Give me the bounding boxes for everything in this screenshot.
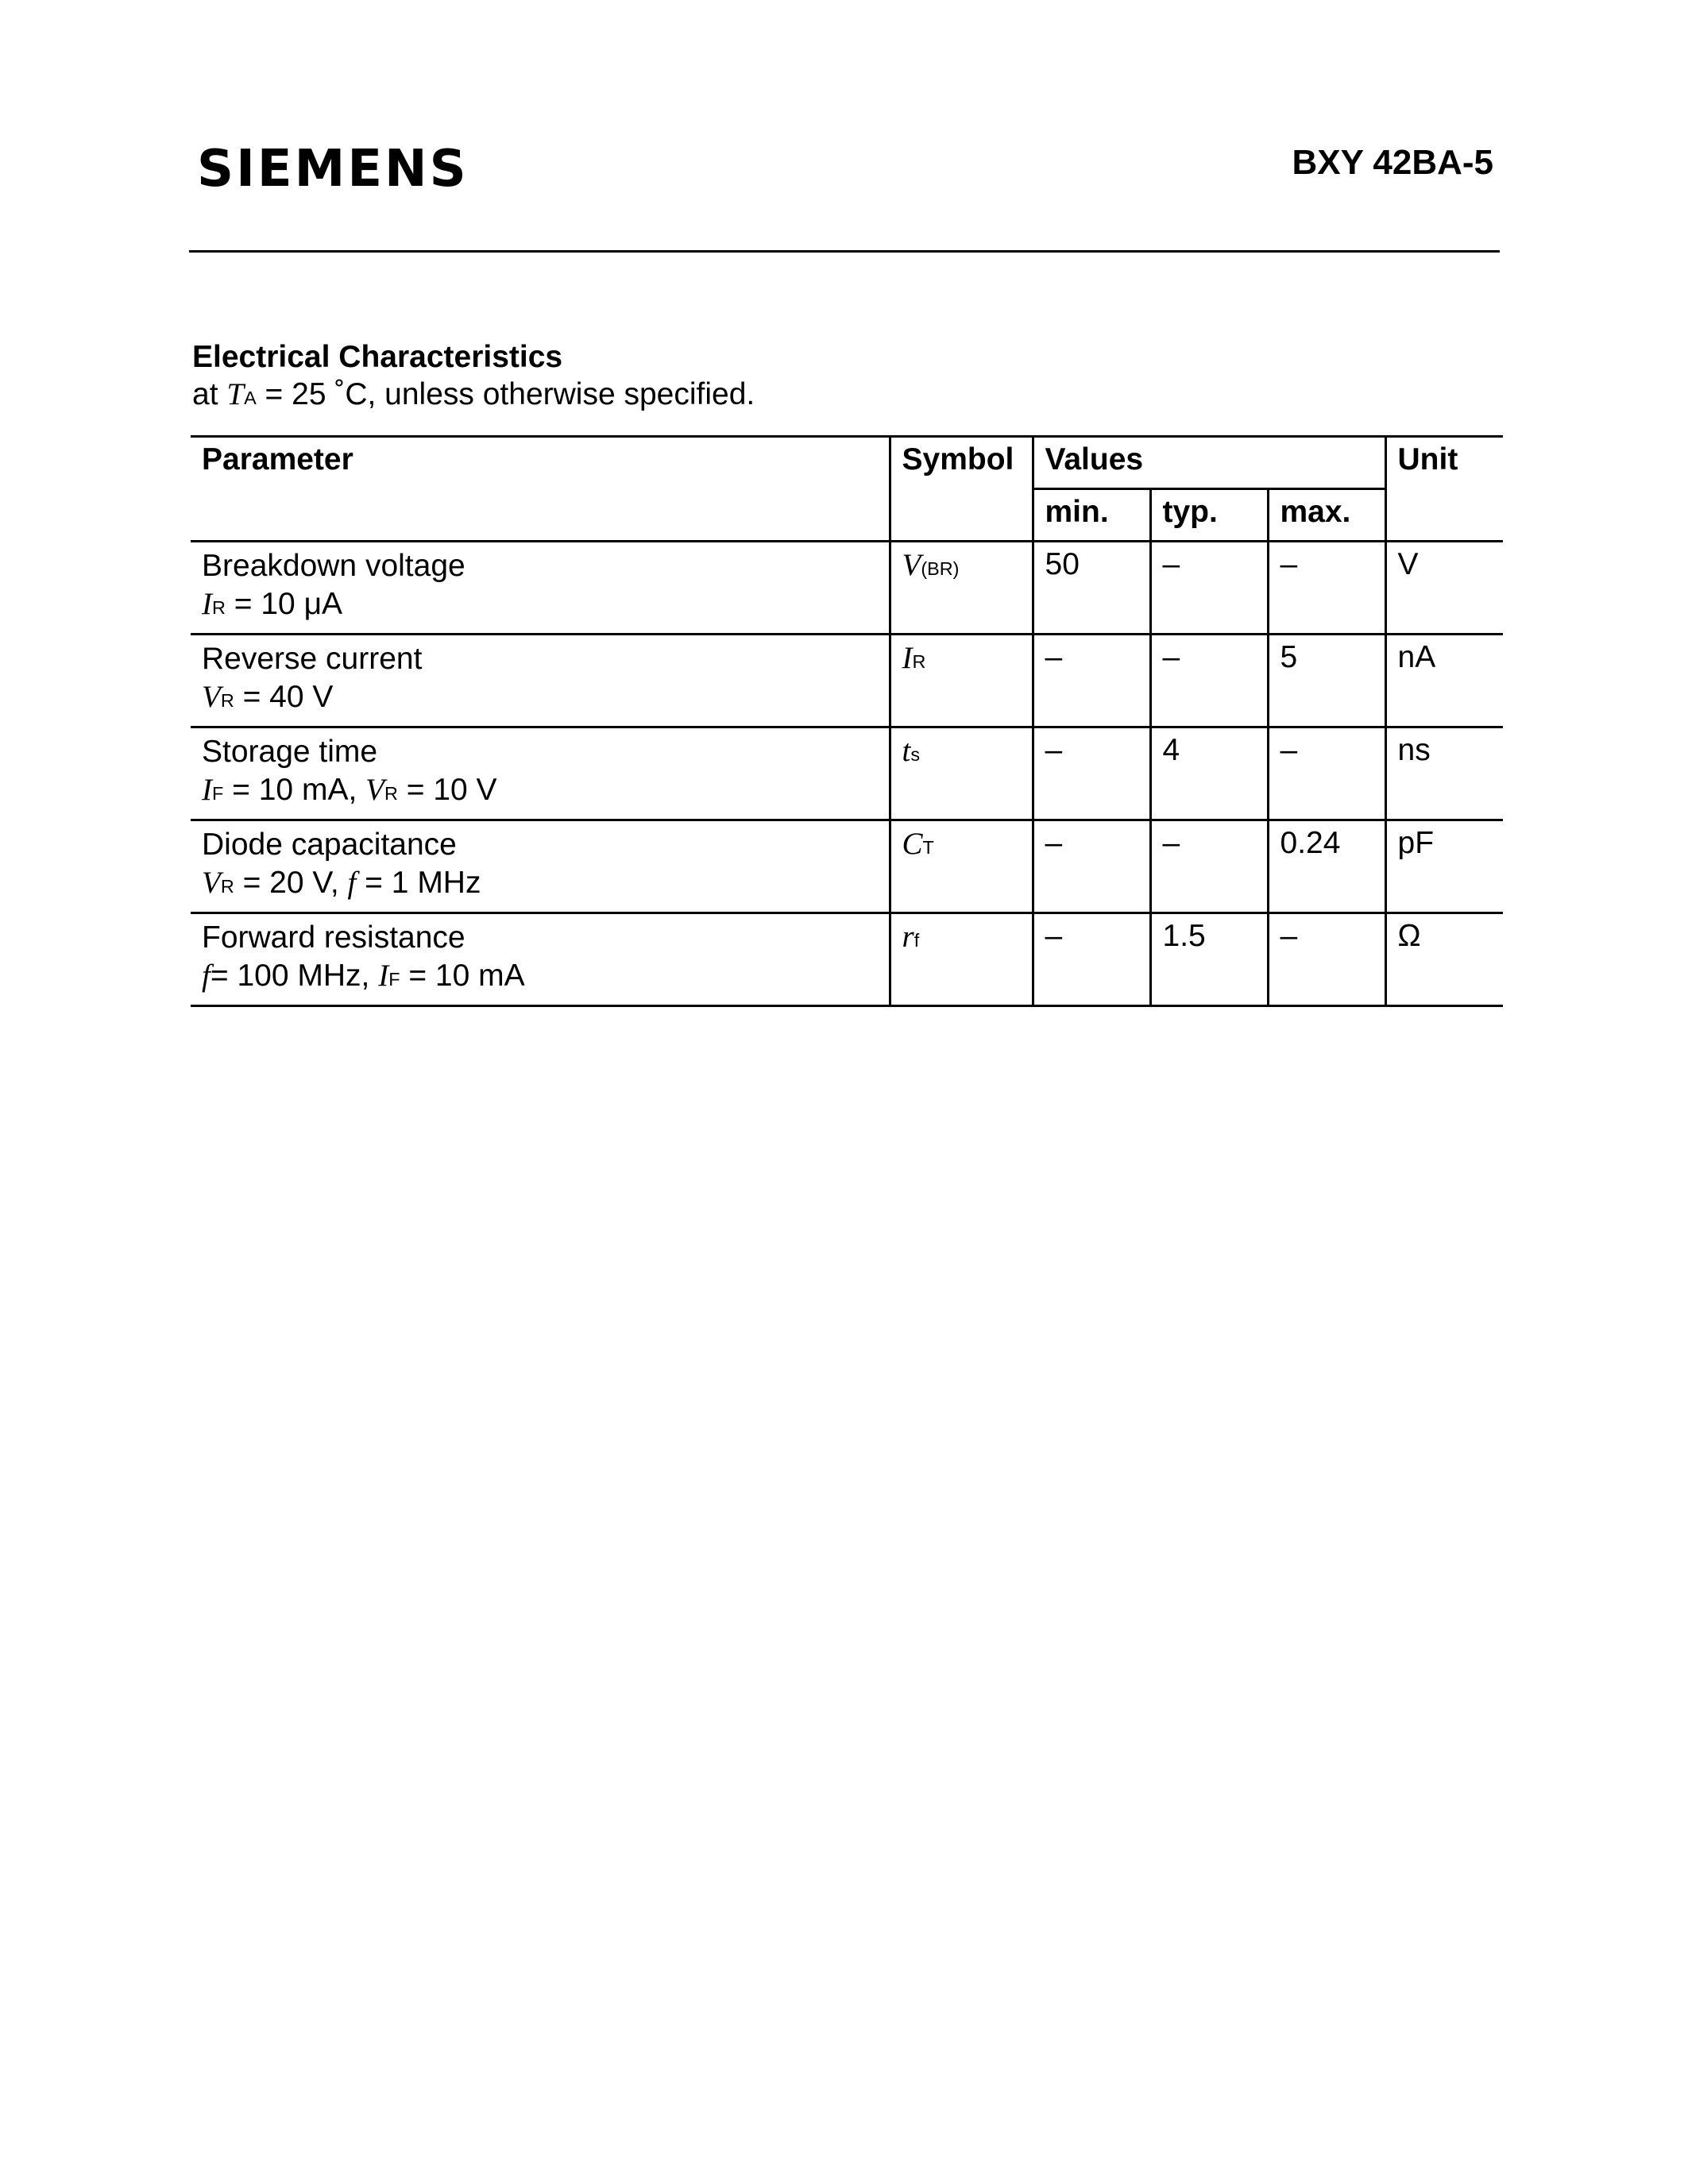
cond-temp-sub: A [244, 388, 257, 408]
symbol-var: C [902, 827, 923, 861]
table-row [191, 635, 1503, 727]
cond-sub: R [384, 783, 398, 804]
param-condition [202, 585, 878, 627]
header-max: max. [1268, 489, 1385, 542]
typ-cell: – [1150, 635, 1268, 727]
cond-sub: F [212, 783, 224, 804]
param-name: Breakdown voltage [202, 549, 465, 583]
table-row [191, 542, 1503, 635]
cond-text: = 10 mA [400, 959, 525, 993]
min-cell: – [1033, 820, 1150, 913]
cond-text: = 10 μA [225, 587, 343, 621]
cond-text: = 10 V [397, 773, 497, 807]
unit-cell: V [1385, 542, 1503, 635]
param-cell [191, 820, 890, 913]
header-symbol: Symbol [890, 437, 1033, 542]
cond-var: V [202, 866, 221, 900]
cond-temp-var: T [226, 377, 245, 411]
unit-cell: pF [1385, 820, 1503, 913]
max-cell: – [1268, 542, 1385, 635]
param-condition [202, 771, 878, 812]
header-typ: typ. [1150, 489, 1268, 542]
symbol-var: I [902, 641, 913, 675]
symbol-var: r [902, 920, 914, 954]
symbol-sub: T [922, 837, 934, 858]
cond-text: = 10 mA, [223, 773, 366, 807]
cond-var: V [365, 773, 384, 807]
electrical-characteristics-table [191, 435, 1503, 1007]
symbol-cell [890, 727, 1033, 820]
symbol-var: t [902, 734, 911, 768]
cond-var: I [378, 959, 389, 993]
header-values: Values [1033, 437, 1385, 489]
symbol-sub: s [910, 744, 921, 765]
section-conditions [192, 376, 755, 412]
param-cell [191, 913, 890, 1006]
table-row [191, 913, 1503, 1006]
cond-var: f [347, 866, 357, 900]
header-min: min. [1033, 489, 1150, 542]
cond-rest: = 25 ˚C, unless otherwise specified. [256, 377, 755, 411]
cond-text: = 100 MHz, [210, 959, 379, 993]
max-cell: 5 [1268, 635, 1385, 727]
symbol-cell [890, 542, 1033, 635]
table-row [191, 727, 1503, 820]
unit-cell: ns [1385, 727, 1503, 820]
symbol-sub: f [914, 930, 920, 951]
param-name: Diode capacitance [202, 828, 457, 862]
typ-cell: – [1150, 542, 1268, 635]
cond-sub: R [212, 597, 226, 618]
part-number: BXY 42BA-5 [1292, 143, 1493, 182]
cond-text: = 40 V [234, 680, 334, 714]
symbol-cell [890, 635, 1033, 727]
cond-sub: R [220, 690, 234, 711]
cond-var: f [202, 959, 211, 993]
typ-cell: 4 [1150, 727, 1268, 820]
header-row [191, 437, 1503, 489]
header-unit: Unit [1385, 437, 1503, 542]
param-condition [202, 864, 878, 905]
param-cell [191, 727, 890, 820]
cond-sub: R [220, 876, 234, 897]
param-cell [191, 635, 890, 727]
cond-var: I [202, 587, 212, 621]
section-title: Electrical Characteristics [192, 340, 563, 374]
brand-logo: SIEMENS [197, 140, 469, 199]
cond-text: = 1 MHz [356, 866, 481, 900]
cond-var: I [202, 773, 212, 807]
cond-at: at [192, 377, 227, 411]
cond-sub: F [388, 969, 400, 990]
param-name: Storage time [202, 735, 378, 769]
symbol-cell [890, 820, 1033, 913]
table-row [191, 820, 1503, 913]
unit-cell: Ω [1385, 913, 1503, 1006]
min-cell: – [1033, 727, 1150, 820]
param-name: Forward resistance [202, 920, 465, 955]
symbol-var: V [902, 548, 921, 582]
symbol-sub: (BR) [921, 558, 960, 579]
min-cell: – [1033, 635, 1150, 727]
param-condition [202, 957, 878, 998]
cond-temp-symbol [226, 377, 256, 411]
min-cell: – [1033, 913, 1150, 1006]
max-cell: 0.24 [1268, 820, 1385, 913]
typ-cell: 1.5 [1150, 913, 1268, 1006]
header-divider [189, 250, 1500, 253]
typ-cell: – [1150, 820, 1268, 913]
max-cell: – [1268, 913, 1385, 1006]
min-cell: 50 [1033, 542, 1150, 635]
param-condition [202, 678, 878, 720]
max-cell: – [1268, 727, 1385, 820]
param-cell [191, 542, 890, 635]
header-parameter: Parameter [191, 437, 890, 542]
param-name: Reverse current [202, 642, 423, 676]
cond-var: V [202, 680, 221, 714]
symbol-cell [890, 913, 1033, 1006]
unit-cell: nA [1385, 635, 1503, 727]
symbol-sub: R [912, 651, 926, 672]
cond-text: = 20 V, [234, 866, 348, 900]
